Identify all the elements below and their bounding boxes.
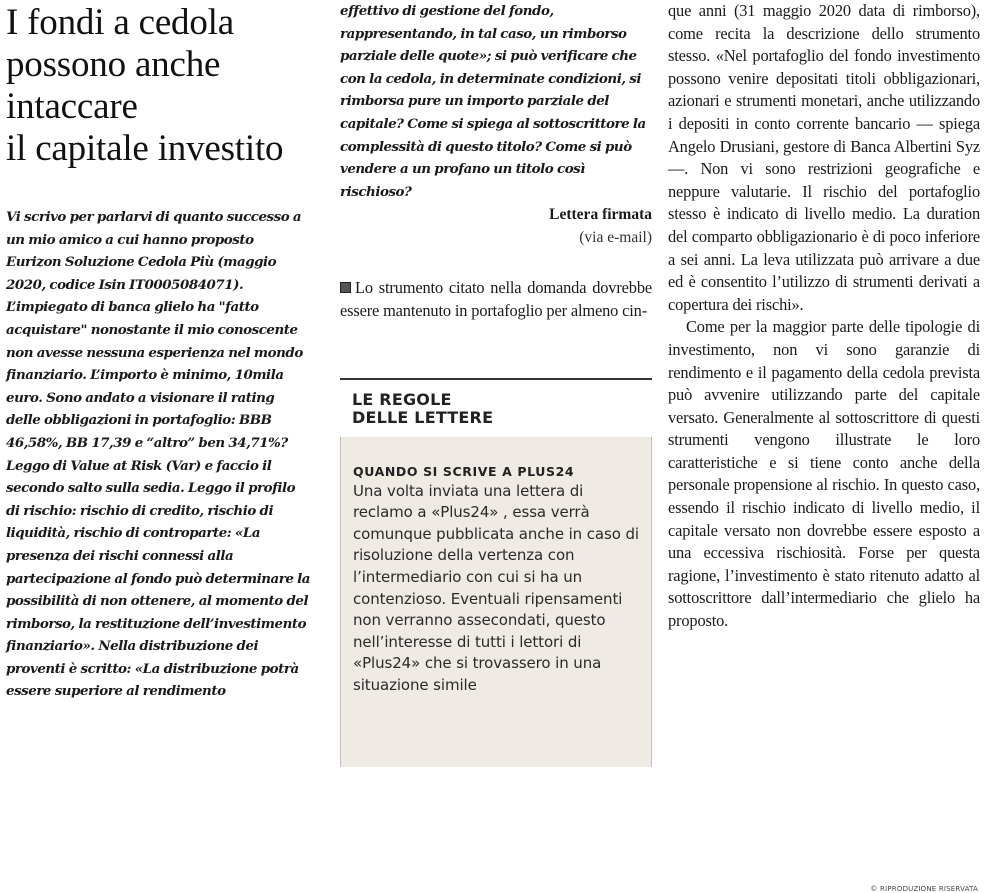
headline-line-4: il capitale investito bbox=[6, 128, 284, 169]
signature-via: (via e-mail) bbox=[579, 228, 652, 246]
rules-box-title-line-2: DELLE LETTERE bbox=[352, 407, 494, 427]
rules-box-title bbox=[340, 380, 652, 437]
headline bbox=[6, 2, 312, 170]
square-bullet-icon bbox=[340, 282, 351, 293]
headline-line-2: possono anche bbox=[6, 44, 221, 85]
answer-part-3: Come per la maggior parte delle tipologie di investimento, non vi sono garanzie di rendimento e il pagamento della cedola prevista può avvenire utilizzando parte del capitale versato. Generalmente al sottoscrittore di questi strumenti vengono illustrate le loro caratteristiche e si tiene conto anche della personale propensione al rischio. In questo caso, essendo il rischio indicato di livello medio, il capitale versato non dovrebbe essere esposto a una eccessiva rischiosità. Forse per questa ragione, l’investimento è stato ritenuto adatto al sottoscrittore dall’intermediario che glielo ha proposto. bbox=[668, 317, 980, 631]
column-left bbox=[6, 0, 312, 703]
column-right bbox=[668, 0, 980, 633]
answer-part-1 bbox=[340, 277, 652, 322]
copyright-notice: © RIPRODUZIONE RISERVATA bbox=[870, 885, 978, 893]
rules-box-subtitle: QUANDO SI SCRIVE A PLUS24 bbox=[353, 463, 575, 479]
column-middle bbox=[340, 0, 652, 767]
headline-line-3: intaccare bbox=[6, 86, 138, 127]
headline-line-1: I fondi a cedola bbox=[6, 2, 234, 43]
rules-box bbox=[340, 378, 652, 767]
rules-box-title-line-1: LE REGOLE bbox=[352, 389, 452, 409]
signature-name: Lettera firmata bbox=[549, 206, 652, 224]
rules-box-body bbox=[340, 437, 652, 767]
answer-part-1-text: Lo strumento citato nella domanda dovrebbe essere mantenuto in portafoglio per almeno cin- bbox=[340, 278, 652, 320]
answer-part-2: que anni (31 maggio 2020 data di rimborso), come recita la descrizione dello strumento stesso. «Nel portafoglio del fondo investimento possono venire depositati titoli obbligazionari, azionari e strumenti monetari, anche utilizzando i depositi in conto corrente bancario — spiega Angelo Drusiani, gestore di Banca Albertini Syz —. Non vi sono restrizioni geografiche e neppure valutarie. Il rischio del portafoglio stesso è indicato di livello medio. La duration del comparto obbligazionario è di poco inferiore a sei anni. La leva utilizzata può arrivare a due ed è consentito l’utilizzo di strumenti derivati a copertura dei rischi». bbox=[668, 1, 980, 314]
reader-letter-part-1: Vi scrivo per parlarvi di quanto successo a un mio amico a cui hanno proposto Eurizon Soluzione Cedola Più (maggio 2020, codice Isin IT0005084071). L’impiegato di banca glielo ha "fatto acquistare" nonostante il mio conoscente non avesse nessuna esperienza nel mondo finanziario. L’importo è minimo, 10mila euro. Sono andato a visionare il rating delle obbligazioni in portafoglio: BBB 46,58%, BB 17,39 e “altro” ben 34,71%? Leggo di Value at Risk (Var) e faccio il secondo salto sulla sedia. Leggo il profilo di rischio: rischio di credito, rischio di liquidità, rischio di controparte: «La presenza dei rischi connessi alla partecipazione al fondo può determinare la possibilità di non ottenere, al momento del rimborso, la restituzione dell’investimento finanziario». Nella distribuzione dei proventi è scritto: «La distribuzione potrà essere superiore al rendimento bbox=[6, 209, 311, 700]
rules-box-text: Una volta inviata una lettera di reclamo a «Plus24» , essa verrà comunque pubblicata anche in caso di risoluzione della vertenza con l’intermediario con cui si ha un contenzioso. Eventuali ripensamenti non verranno assecondati, questo nell’interesse di tutti i lettori di «Plus24» che si trovassero in una situazione simile bbox=[353, 481, 639, 694]
reader-letter-part-2: effettivo di gestione del fondo, rappresentando, in tal caso, un rimborso parziale delle quote»; si può verificare che con la cedola, in determinate condizioni, si rimborsa pure un importo parziale del capitale? Come si spiega al sottoscrittore la complessità di questo titolo? Come si può vendere a un profano un titolo così rischioso? bbox=[340, 3, 646, 200]
letter-signature bbox=[340, 204, 652, 249]
